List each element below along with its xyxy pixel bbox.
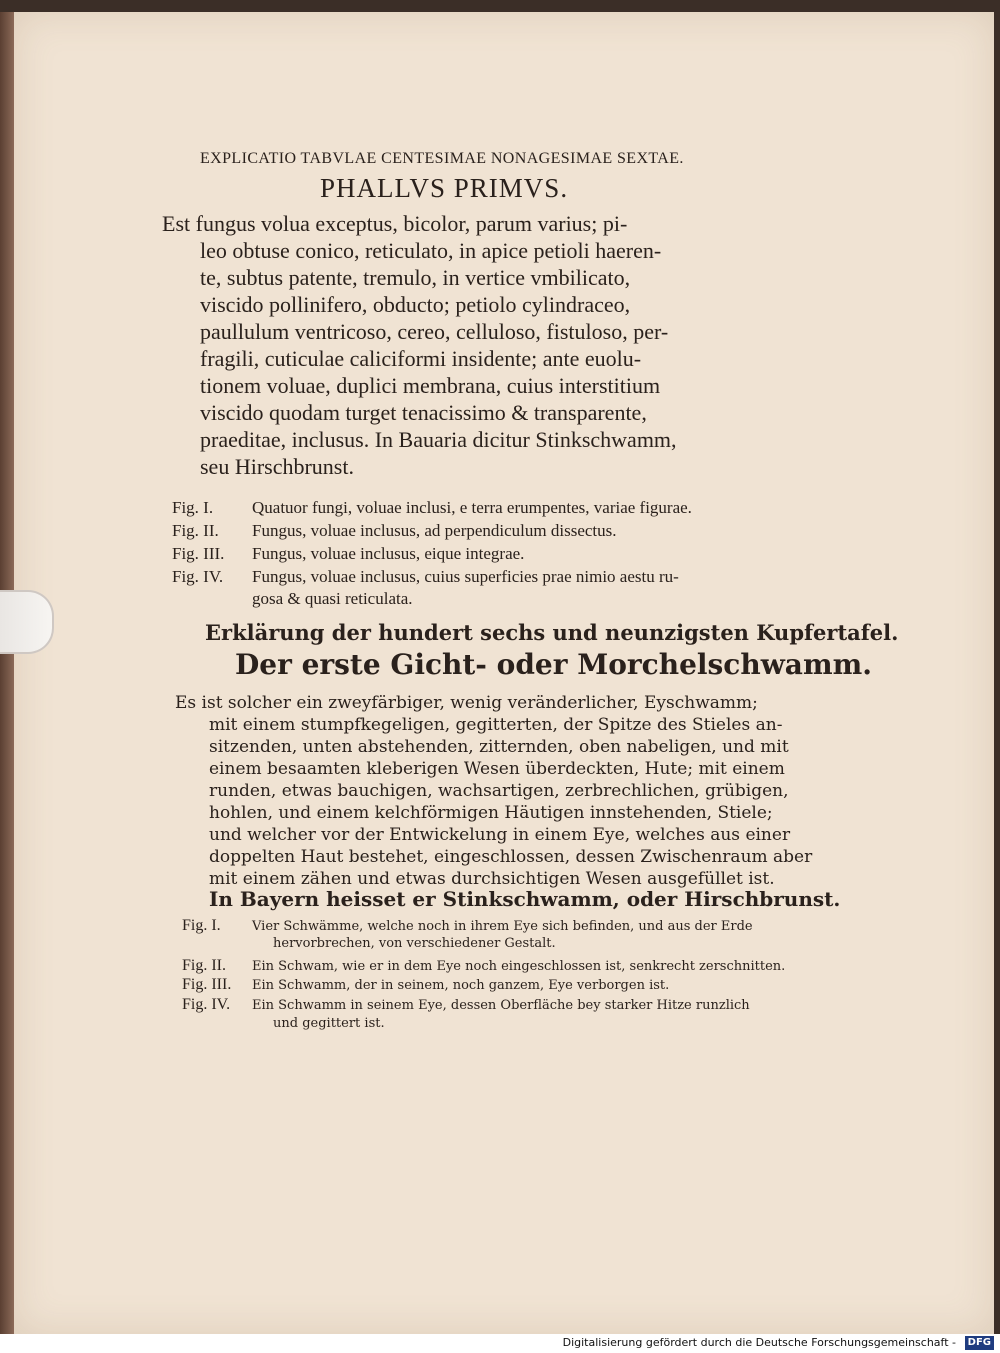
german-line: sitzenden, unten abstehenden, zitternden, oben nabeligen, und mit [209,737,789,757]
fig-label: Fig. I. [172,498,214,517]
german-line: mit einem zähen und etwas durchsichtigen Wesen ausgefüllet ist. [209,869,775,889]
fig-label: Fig. II. [172,521,219,540]
latin-fig-caption-continuation: gosa & quasi reticulata. [252,589,413,608]
fig-text: Fungus, voluae inclusus, ad perpendiculum dissectus. [252,521,617,540]
latin-line: viscido quodam turget tenacissimo & transparente, [200,400,647,425]
latin-header: EXPLICATIO TABVLAE CENTESIMAE NONAGESIMAE SEXTAE. [200,150,684,167]
fig-text: Quatuor fungi, voluae inclusi, e terra erumpentes, variae figurae. [252,498,692,517]
fig-text: Fungus, voluae inclusus, cuius superficies prae nimio aestu ru- [252,567,679,586]
latin-fig-caption [172,520,617,541]
german-header: Erklärung der hundert sechs und neunzigsten Kupfertafel. [205,620,899,645]
german-line: einem besaamten kleberigen Wesen überdeckten, Hute; mit einem [209,759,785,779]
latin-fig-caption [172,543,524,564]
latin-line: seu Hirschbrunst. [200,454,354,479]
fig-text: Vier Schwämme, welche noch in ihrem Eye sich befinden, und aus der Erde [252,919,753,934]
german-line: In Bayern heisset er Stinkschwamm, oder Hirschbrunst. [209,887,841,911]
page-clip [0,590,54,654]
german-fig-caption-continuation: und gegittert ist. [273,1016,385,1031]
german-title: Der erste Gicht- oder Morchelschwamm. [235,648,872,681]
german-fig-caption [182,957,785,976]
latin-line: fragili, cuticulae caliciformi insidente; ante euolu- [200,346,642,371]
footer-bar [0,1334,1000,1353]
german-fig-caption [182,996,750,1015]
book-spine-edge [0,12,14,1334]
latin-line: leo obtuse conico, reticulato, in apice petioli haeren- [200,238,662,263]
fig-label: Fig. I. [182,917,221,934]
fig-label: Fig. II. [182,957,226,974]
latin-line: paullulum ventricoso, cereo, celluloso, fistuloso, per- [200,319,669,344]
german-fig-caption [182,976,669,995]
latin-line: praeditae, inclusus. In Bauaria dicitur Stinkschwamm, [200,427,677,452]
latin-line: viscido pollinifero, obducto; petiolo cylindraceo, [200,292,631,317]
footer-credit: Digitalisierung gefördert durch die Deutsche Forschungsgemeinschaft - [562,1336,956,1349]
latin-line: Est fungus volua exceptus, bicolor, parum varius; pi- [162,211,628,236]
fig-text: Fungus, voluae inclusus, eique integrae. [252,544,525,563]
german-fig-caption-continuation: hervorbrechen, von verschiedener Gestalt. [273,936,556,951]
fig-label: Fig. IV. [182,996,231,1013]
fig-label: Fig. III. [182,976,232,993]
german-line: doppelten Haut bestehet, eingeschlossen, dessen Zwischenraum aber [209,847,813,867]
german-line: mit einem stumpfkegeligen, gegitterten, der Spitze des Stieles an- [209,715,783,735]
fig-text: Ein Schwamm, der in seinem, noch ganzem, Eye verborgen ist. [252,978,670,993]
latin-line: tionem voluae, duplici membrana, cuius interstitium [200,373,661,398]
latin-fig-caption [172,566,679,587]
fig-label: Fig. III. [172,544,225,563]
latin-title: PHALLVS PRIMVS. [320,173,569,203]
german-line: hohlen, und einem kelchförmigen Häutigen innstehenden, Stiele; [209,803,773,823]
latin-line: te, subtus patente, tremulo, in vertice vmbilicato, [200,265,631,290]
german-fig-caption [182,917,753,936]
german-line: Es ist solcher ein zweyfärbiger, wenig veränderlicher, Eyschwamm; [175,693,758,713]
fig-label: Fig. IV. [172,567,224,586]
fig-text: Ein Schwamm in seinem Eye, dessen Oberfläche bey starker Hitze runzlich [252,998,750,1013]
latin-fig-caption [172,497,692,518]
german-line: runden, etwas bauchigen, wachsartigen, zerbrechlichen, grübigen, [209,781,789,801]
german-line: und welcher vor der Entwickelung in einem Eye, welches aus einer [209,825,791,845]
dfg-logo[interactable]: DFG [965,1336,994,1350]
fig-text: Ein Schwam, wie er in dem Eye noch eingeschlossen ist, senkrecht zerschnitten. [252,959,786,974]
